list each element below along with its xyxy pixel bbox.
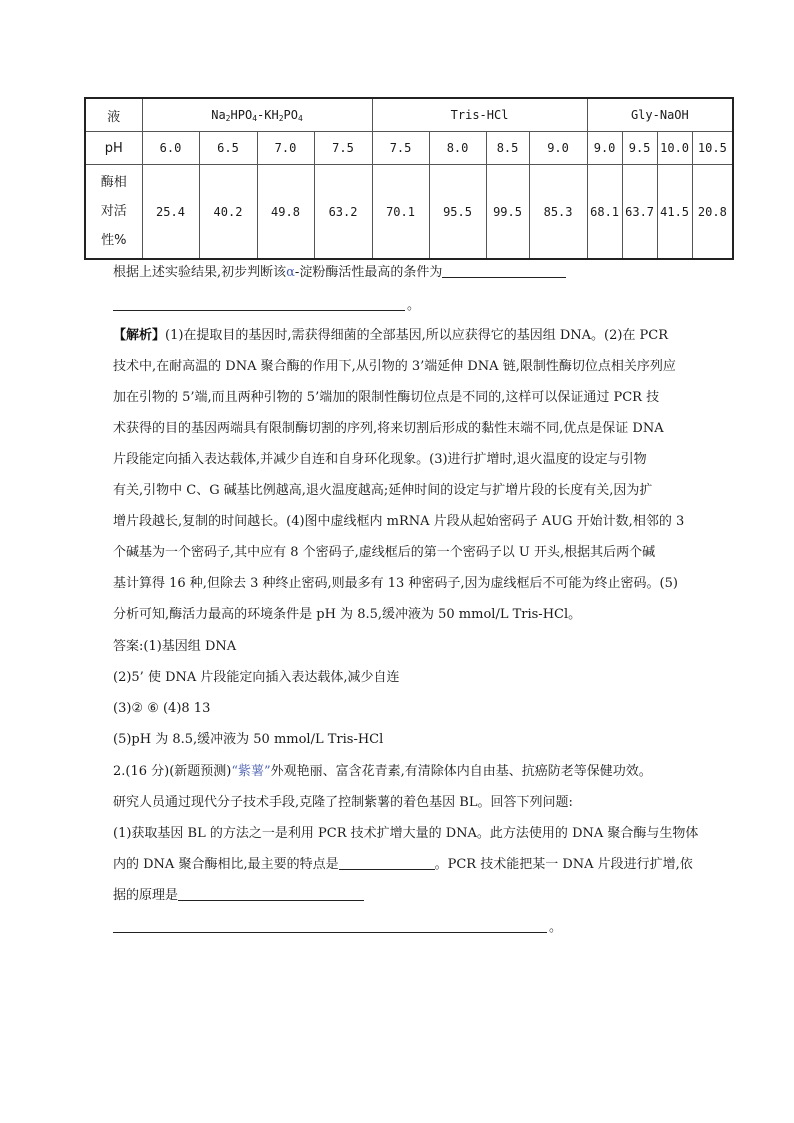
activity-cell: 63.2 — [314, 165, 372, 260]
activity-cell: 70.1 — [372, 165, 429, 260]
buffer-tris: Tris-HCl — [372, 98, 587, 132]
ph-row — [85, 132, 733, 165]
answer-blank[interactable] — [113, 296, 405, 311]
analysis-line: 加在引物的 5’端,而且两种引物的 5’端加的限制性酶切位点是不同的,这样可以保证通过 PCR 技 — [113, 390, 660, 405]
activity-cell: 68.1 — [587, 165, 622, 260]
answer-line: (3)② ⑥ (4)8 13 — [113, 701, 211, 716]
answer-blank[interactable] — [113, 918, 547, 933]
question2-line: 据的原理是 — [113, 886, 364, 906]
answer-line: (2)5’ 使 DNA 片段能定向插入表达载体,减少自连 — [113, 670, 400, 685]
analysis-line: 术获得的目的基因两端具有限制酶切割的序列,将来切割后形成的黏性末端不同,优点是保证 DNA — [113, 421, 664, 436]
activity-cell: 49.8 — [257, 165, 314, 260]
ph-cell: 10.5 — [692, 132, 733, 165]
enzyme-activity-table — [84, 97, 734, 260]
quoted-term: “紫薯” — [231, 764, 271, 779]
analysis-line: 片段能定向插入表达载体,并减少自连和自身环化现象。(3)进行扩增时,退火温度的设定与引物 — [113, 452, 647, 467]
analysis-tag: 【解析】 — [113, 328, 166, 343]
buffer-row-header: 液 — [85, 98, 142, 132]
answer-blank[interactable] — [178, 886, 364, 901]
activity-row-header: 酶相 对活 性% — [85, 165, 142, 260]
activity-cell: 20.8 — [692, 165, 733, 260]
ph-cell: 10.0 — [657, 132, 692, 165]
ph-cell: 6.0 — [142, 132, 199, 165]
ph-row-header: pH — [85, 132, 142, 165]
answer-line: 答案:(1)基因组 DNA — [113, 639, 237, 654]
analysis-line: 个碱基为一个密码子,其中应有 8 个密码子,虚线框后的第一个密码子以 U 开头,根据其后两个碱 — [113, 545, 656, 560]
question2-line: 。 — [113, 918, 562, 938]
question2-line: 研究人员通过现代分子技术手段,克隆了控制紫薯的着色基因 BL。回答下列问题: — [113, 795, 573, 810]
activity-cell: 40.2 — [199, 165, 257, 260]
ph-cell: 8.5 — [486, 132, 529, 165]
answer-label: 答案: — [113, 639, 144, 654]
analysis-line: 有关,引物中 C、G 碱基比例越高,退火温度越高;延伸时间的设定与扩增片段的长度有关,因为扩 — [113, 483, 653, 498]
buffer-gly: Gly-NaOH — [587, 98, 733, 132]
question5-line2: 。 — [113, 296, 420, 316]
analysis-line: 分析可知,酶活力最高的环境条件是 pH 为 8.5,缓冲液为 50 mmol/L Tris-HCl。 — [113, 607, 582, 622]
question5-line: 根据上述实验结果,初步判断该α-淀粉酶活性最高的条件为 — [113, 263, 566, 283]
question2-line: 2.(16 分)(新题预测)“紫薯”外观艳丽、富含花青素,有清除体内自由基、抗癌防老等保健功效。 — [113, 764, 652, 779]
ph-cell: 8.0 — [429, 132, 486, 165]
analysis-line: 增片段越长,复制的时间越长。(4)图中虚线框内 mRNA 片段从起始密码子 AUG 开始计数,相邻的 3 — [113, 514, 685, 529]
answer-blank[interactable] — [442, 263, 566, 278]
activity-cell: 63.7 — [622, 165, 657, 260]
analysis-line: 基计算得 16 种,但除去 3 种终止密码,则最多有 13 种密码子,因为虚线框后不可能为终止密码。(5) — [113, 576, 678, 591]
activity-cell: 85.3 — [529, 165, 587, 260]
ph-cell: 9.5 — [622, 132, 657, 165]
ph-cell: 9.0 — [529, 132, 587, 165]
activity-cell: 95.5 — [429, 165, 486, 260]
activity-cell: 41.5 — [657, 165, 692, 260]
analysis-line: 【解析】(1)在提取目的基因时,需获得细菌的全部基因,所以应获得它的基因组 DNA。(2)在 PCR — [113, 328, 669, 343]
answer-blank[interactable] — [339, 855, 435, 870]
activity-row — [85, 165, 733, 260]
analysis-line: 技术中,在耐高温的 DNA 聚合酶的作用下,从引物的 3’端延伸 DNA 链,限制性酶切位点相关序列应 — [113, 359, 676, 374]
ph-cell: 9.0 — [587, 132, 622, 165]
answer-line: (5)pH 为 8.5,缓冲液为 50 mmol/L Tris-HCl — [113, 732, 384, 747]
ph-cell: 7.0 — [257, 132, 314, 165]
buffer-phosphate: $Na_2HPO_4-KH_2PO_4$ — [142, 98, 372, 132]
buffer-row — [85, 98, 733, 132]
ph-cell: 7.5 — [314, 132, 372, 165]
activity-cell: 25.4 — [142, 165, 199, 260]
question2-line: 内的 DNA 聚合酶相比,最主要的特点是 。PCR 技术能把某一 DNA 片段进行扩增,依 — [113, 857, 693, 872]
ph-cell: 7.5 — [372, 132, 429, 165]
ph-cell: 6.5 — [199, 132, 257, 165]
question2-line: (1)获取基因 BL 的方法之一是利用 PCR 技术扩增大量的 DNA。此方法使用的 DNA 聚合酶与生物体 — [113, 826, 699, 841]
activity-cell: 99.5 — [486, 165, 529, 260]
alpha-symbol: α — [286, 265, 295, 280]
